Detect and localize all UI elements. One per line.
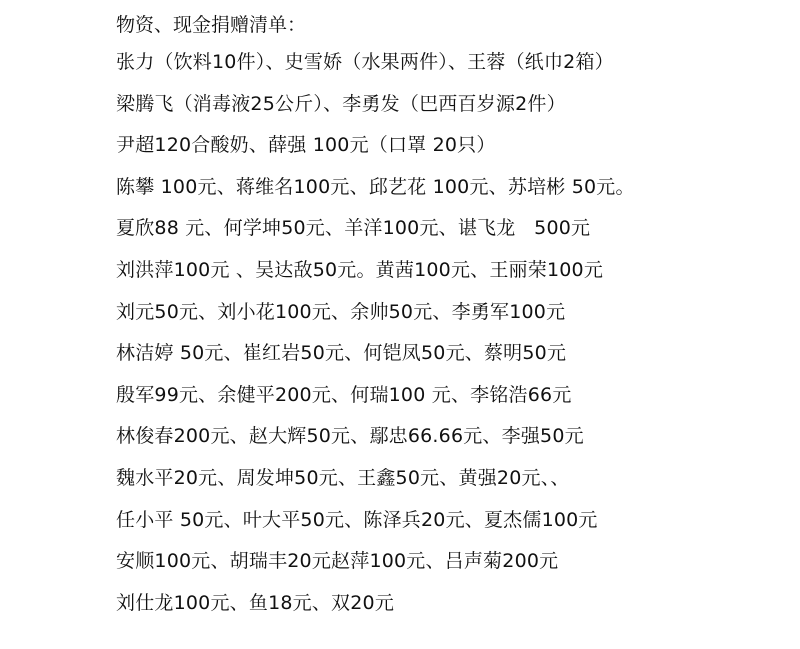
donation-line: 林俊春200元、赵大辉50元、鄢忠66.66元、李强50元 bbox=[116, 425, 584, 448]
donation-line: 安顺100元、胡瑞丰20元赵萍100元、吕声菊200元 bbox=[116, 550, 559, 573]
donation-line: 梁腾飞（消毒液25公斤）、李勇发（巴西百岁源2件） bbox=[116, 92, 566, 115]
donation-line: 魏水平20元、周发坤50元、王鑫50元、黄强20元、、 bbox=[116, 466, 570, 489]
donation-lines bbox=[116, 42, 760, 624]
donation-line: 殷军99元、余健平200元、何瑞100 元、李铭浩66元 bbox=[116, 383, 572, 406]
document-title: 物资、现金捐赠清单： bbox=[116, 14, 307, 36]
donation-line: 刘洪萍100元 、吴达敌50元。黄茜100元、王丽荣100元 bbox=[116, 258, 604, 281]
donation-line: 尹超120合酸奶、薛强 100元（口罩 20只） bbox=[116, 134, 496, 157]
donation-line: 夏欣88 元、何学坤50元、羊洋100元、谌飞龙 500元 bbox=[116, 217, 591, 240]
donation-line: 任小平 50元、叶大平50元、陈泽兵20元、夏杰儒100元 bbox=[116, 508, 598, 531]
donation-line: 刘仕龙100元、鱼18元、双20元 bbox=[116, 591, 395, 614]
donation-line: 林洁婷 50元、崔红岩50元、何铠凤50元、蔡明50元 bbox=[116, 342, 567, 365]
donation-line: 刘元50元、刘小花100元、余帅50元、李勇军100元 bbox=[116, 300, 566, 323]
donation-line: 陈攀 100元、蒋维名100元、邱艺花 100元、苏培彬 50元。 bbox=[116, 175, 635, 198]
donation-list-document bbox=[116, 8, 760, 624]
donation-line: 张力（饮料10件）、史雪娇（水果两件）、王蓉（纸巾2箱） bbox=[116, 51, 614, 73]
